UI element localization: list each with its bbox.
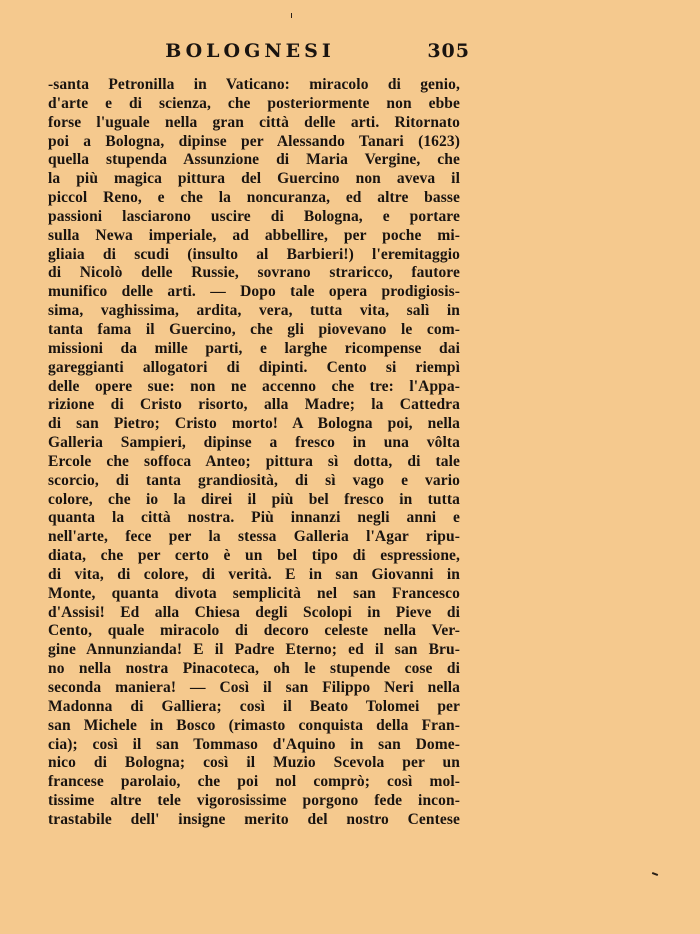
text-line: delle opere sue: non ne accenno che tre: l'Appa- [48,377,460,395]
text-line: Cento, quale miracolo di decoro celeste nella Ver- [48,622,460,640]
text-line: missioni da mille parti, e larghe ricompense dai [48,339,460,357]
text-line: trastabile dell' insigne merito del nostro Centese [48,810,460,828]
text-line: sima, vaghissima, ardita, vera, tutta vita, salì in [48,302,460,320]
text-line: Monte, quanta divota semplicità nel san Francesco [48,584,460,602]
text-line: Madonna di Galliera; così il Beato Tolomei per [48,697,460,715]
text-line: di Nicolò delle Russie, sovrano straricco, fautore [48,264,460,282]
text-line: forse l'uguale nella gran città delle arti. Ritornato [48,113,460,131]
text-line: gine Annunzianda! E il Padre Eterno; ed il san Bru- [48,641,460,659]
text-line: Galleria Sampieri, dipinse a fresco in una vôlta [48,434,460,452]
text-line: rizione di Cristo risorto, alla Madre; la Cattedra [48,396,460,414]
running-title: BOLOGNESI [165,40,335,62]
text-line: Ercole che soffoca Anteo; pittura sì dotta, di tale [48,452,460,470]
text-line: cia); così il san Tommaso d'Aquino in san Dome- [48,735,460,753]
text-line: scorcio, di tanta grandiosità, di sì vago e vario [48,471,460,489]
page-number: 305 [427,40,470,62]
text-line: la più magica pittura del Guercino non aveva il [48,170,460,188]
text-line: -santa Petronilla in Vaticano: miracolo di genio, [48,76,460,93]
page-header [48,40,470,66]
print-speck [291,13,292,18]
text-line: passioni lasciarono uscire di Bologna, e portare [48,207,460,225]
text-line: san Michele in Bosco (rimasto conquista della Fran- [48,716,460,734]
body-text [48,76,460,830]
text-line: di san Pietro; Cristo morto! A Bologna poi, nella [48,415,460,433]
text-line: munifico delle arti. — Dopo tale opera prodigiosis- [48,283,460,301]
text-line: d'arte e di scienza, che posteriormente non ebbe [48,94,460,112]
text-line: francese parolaio, che poi nol comprò; così mol- [48,773,460,791]
text-line: tissime altre tele vigorosissime porgono fede incon- [48,792,460,810]
text-line: seconda maniera! — Così il san Filippo Neri nella [48,679,460,696]
text-line: poi a Bologna, dipinse per Alessando Tanari (1623) [48,132,460,150]
text-line: sulla Newa imperiale, ad abbellire, per poche mi- [48,226,460,244]
text-line: tanta fama il Guercino, che gli piovevano le com- [48,320,460,338]
text-line: diata, che per certo è un bel tipo di espressione, [48,547,460,565]
text-line: quella stupenda Assunzione di Maria Vergine, che [48,151,460,169]
text-line: gareggianti allogatori di dipinti. Cento si riempì [48,358,460,376]
text-line: quanta la città nostra. Più innanzi negli anni e [48,509,460,527]
text-line: di vita, di colore, di verità. E in san Giovanni in [48,565,460,583]
text-line: d'Assisi! Ed alla Chiesa degli Scolopi in Pieve di [48,603,460,621]
text-line: nico di Bologna; così il Muzio Scevola per un [48,754,460,772]
text-line: gliaia di scudi (insulto al Barbieri!) l'eremitaggio [48,245,460,263]
text-line: nell'arte, fece per la stessa Galleria l'Agar ripu- [48,528,460,546]
text-line: piccol Reno, e che la noncuranza, ed altre basse [48,189,460,207]
text-line: colore, che io la direi il più bel fresco in tutta [48,490,460,508]
text-line: no nella nostra Pinacoteca, oh le stupende cose di [48,660,460,678]
print-speck [652,872,658,876]
